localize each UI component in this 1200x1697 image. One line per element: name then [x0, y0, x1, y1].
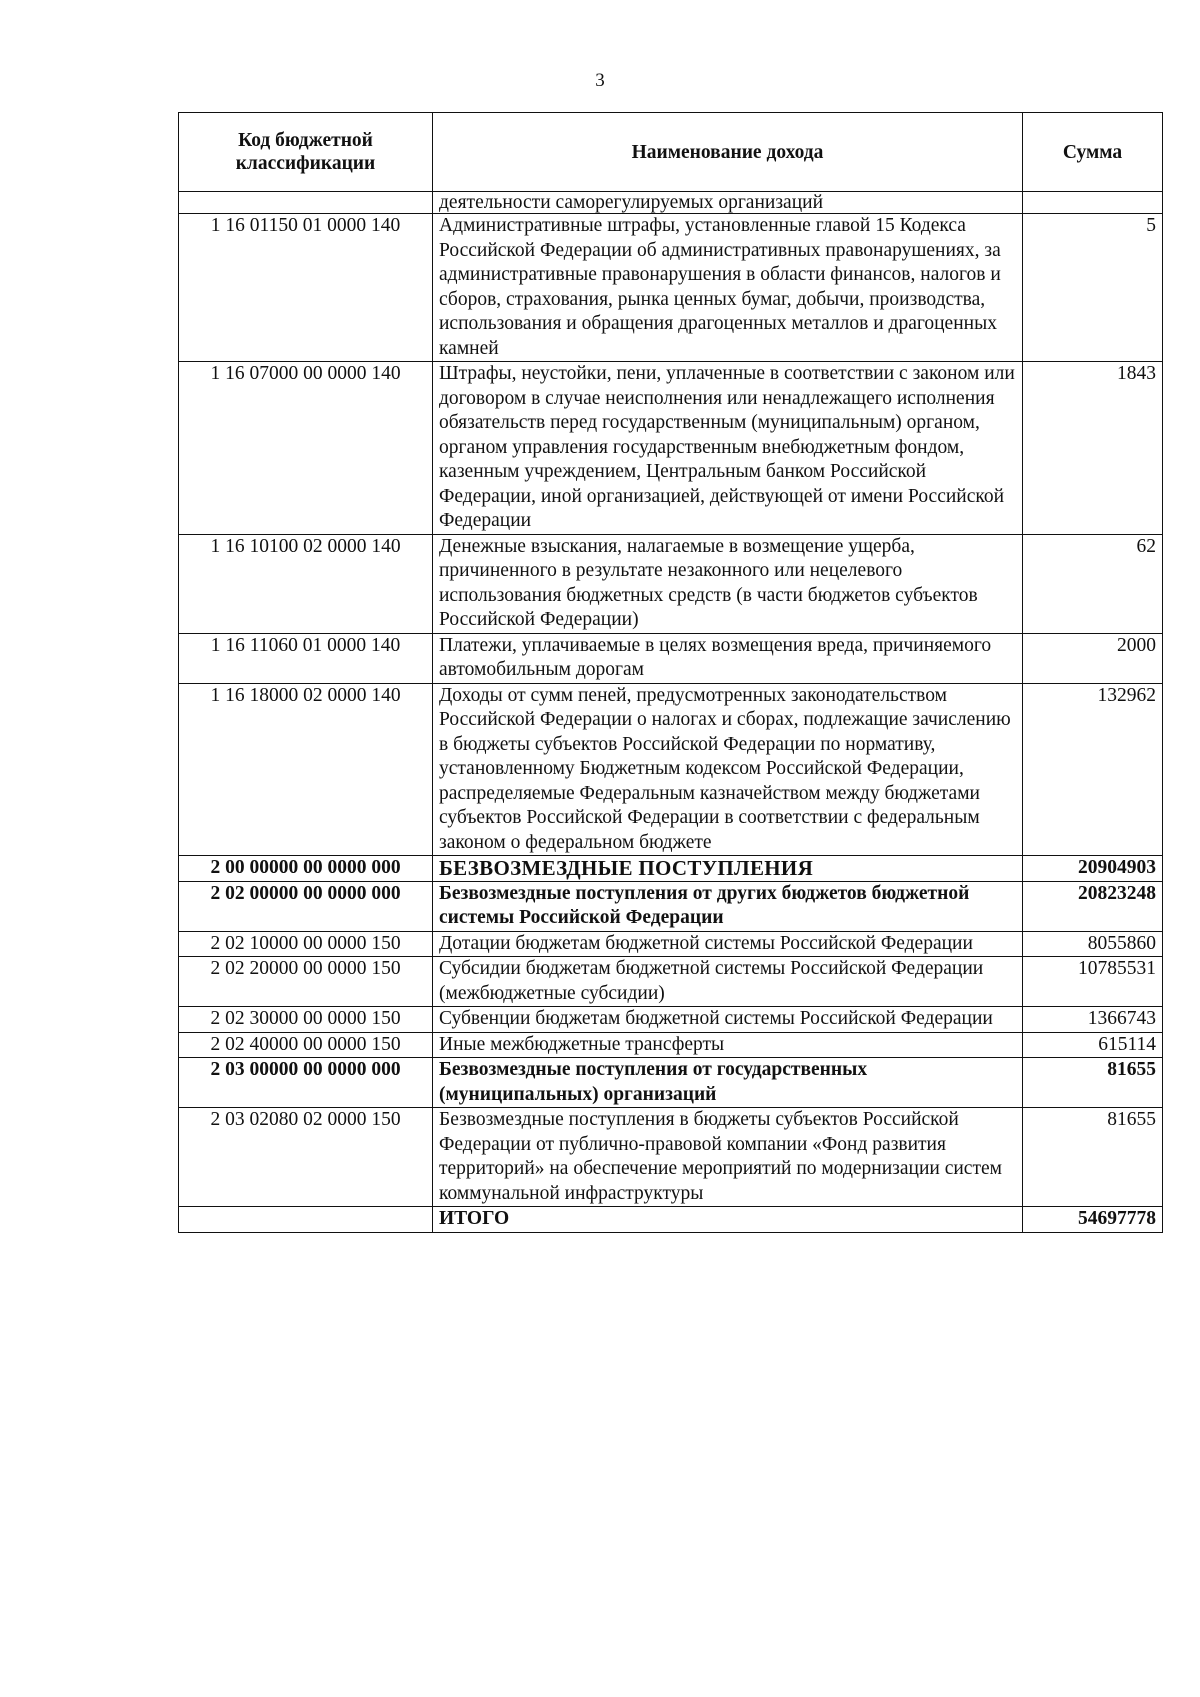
table-row — [179, 683, 1163, 856]
table-row-section — [179, 856, 1163, 882]
row-sum: 20904903 — [1023, 856, 1163, 882]
row-code: 1 16 11060 01 0000 140 — [179, 633, 433, 683]
row-sum: 132962 — [1023, 683, 1163, 856]
revenue-table — [178, 112, 1163, 1233]
row-code: 2 02 10000 00 0000 150 — [179, 931, 433, 957]
row-code: 2 02 00000 00 0000 000 — [179, 881, 433, 931]
row-name: Платежи, уплачиваемые в целях возмещения вреда, причиняемого автомобильным дорогам — [433, 633, 1023, 683]
header-code: Код бюджетной классификации — [179, 113, 433, 192]
table-header-row — [179, 113, 1163, 192]
row-sum: 8055860 — [1023, 931, 1163, 957]
row-code — [179, 192, 433, 214]
row-name: Безвозмездные поступления от государственных (муниципальных) организаций — [433, 1058, 1023, 1108]
row-code: 2 00 00000 00 0000 000 — [179, 856, 433, 882]
row-name: Иные межбюджетные трансферты — [433, 1032, 1023, 1058]
row-code: 1 16 01150 01 0000 140 — [179, 214, 433, 362]
table-row-section — [179, 1058, 1163, 1108]
row-name: БЕЗВОЗМЕЗДНЫЕ ПОСТУПЛЕНИЯ — [433, 856, 1023, 882]
table-row — [179, 1032, 1163, 1058]
table-row — [179, 214, 1163, 362]
row-sum: 2000 — [1023, 633, 1163, 683]
row-sum: 62 — [1023, 534, 1163, 633]
table-row — [179, 534, 1163, 633]
row-code: 2 02 30000 00 0000 150 — [179, 1007, 433, 1033]
row-sum: 81655 — [1023, 1058, 1163, 1108]
table-row — [179, 931, 1163, 957]
row-name: Административные штрафы, установленные главой 15 Кодекса Российской Федерации об административных правонарушениях, за административные правонарушения в области финансов, налогов и сборов, страхования, рынка ценных бумаг, добычи, производства, использования и обращения драгоценных металлов и драгоценных камней — [433, 214, 1023, 362]
total-sum: 54697778 — [1023, 1207, 1163, 1233]
row-name: Штрафы, неустойки, пени, уплаченные в соответствии с законом или договором в случае неисполнения или ненадлежащего исполнения обязательств перед государственным (муниципальным) органом, органом управления государственным внебюджетным фондом, казенным учреждением, Центральным банком Российской Федерации, иной организацией, действующей от имени Российской Федерации — [433, 362, 1023, 535]
page-number: 3 — [595, 70, 605, 91]
table-row — [179, 1108, 1163, 1207]
row-code: 1 16 10100 02 0000 140 — [179, 534, 433, 633]
table-row — [179, 192, 1163, 214]
row-sum: 81655 — [1023, 1108, 1163, 1207]
row-code: 1 16 18000 02 0000 140 — [179, 683, 433, 856]
row-sum: 20823248 — [1023, 881, 1163, 931]
row-sum: 615114 — [1023, 1032, 1163, 1058]
row-name: Безвозмездные поступления в бюджеты субъектов Российской Федерации от публично-правовой компании «Фонд развития территорий» на обеспечение мероприятий по модернизации систем коммунальной инфраструктуры — [433, 1108, 1023, 1207]
row-code: 2 03 02080 02 0000 150 — [179, 1108, 433, 1207]
row-name: Доходы от сумм пеней, предусмотренных законодательством Российской Федерации о налогах и сборах, подлежащие зачислению в бюджеты субъектов Российской Федерации по нормативу, установленному Бюджетным кодексом Российской Федерации, распределяемые Федеральным казначейством между бюджетами субъектов Российской Федерации в соответствии с федеральным законом о федеральном бюджете — [433, 683, 1023, 856]
row-name: деятельности саморегулируемых организаций — [433, 192, 1023, 214]
row-code: 2 03 00000 00 0000 000 — [179, 1058, 433, 1108]
header-name: Наименование дохода — [433, 113, 1023, 192]
row-code — [179, 1207, 433, 1233]
row-sum: 1843 — [1023, 362, 1163, 535]
row-name: Денежные взыскания, налагаемые в возмещение ущерба, причиненного в результате незаконного или нецелевого использования бюджетных средств (в части бюджетов субъектов Российской Федерации) — [433, 534, 1023, 633]
table-row — [179, 1007, 1163, 1033]
row-sum: 1366743 — [1023, 1007, 1163, 1033]
table-row — [179, 957, 1163, 1007]
table-row — [179, 633, 1163, 683]
row-sum: 5 — [1023, 214, 1163, 362]
table-row — [179, 362, 1163, 535]
row-sum: 10785531 — [1023, 957, 1163, 1007]
row-code: 1 16 07000 00 0000 140 — [179, 362, 433, 535]
row-name: Субсидии бюджетам бюджетной системы Российской Федерации (межбюджетные субсидии) — [433, 957, 1023, 1007]
header-sum: Сумма — [1023, 113, 1163, 192]
row-name: Дотации бюджетам бюджетной системы Российской Федерации — [433, 931, 1023, 957]
table-row-total — [179, 1207, 1163, 1233]
row-code: 2 02 40000 00 0000 150 — [179, 1032, 433, 1058]
total-label: ИТОГО — [433, 1207, 1023, 1233]
row-name: Субвенции бюджетам бюджетной системы Российской Федерации — [433, 1007, 1023, 1033]
row-name: Безвозмездные поступления от других бюджетов бюджетной системы Российской Федерации — [433, 881, 1023, 931]
row-sum — [1023, 192, 1163, 214]
table-row-section — [179, 881, 1163, 931]
row-code: 2 02 20000 00 0000 150 — [179, 957, 433, 1007]
